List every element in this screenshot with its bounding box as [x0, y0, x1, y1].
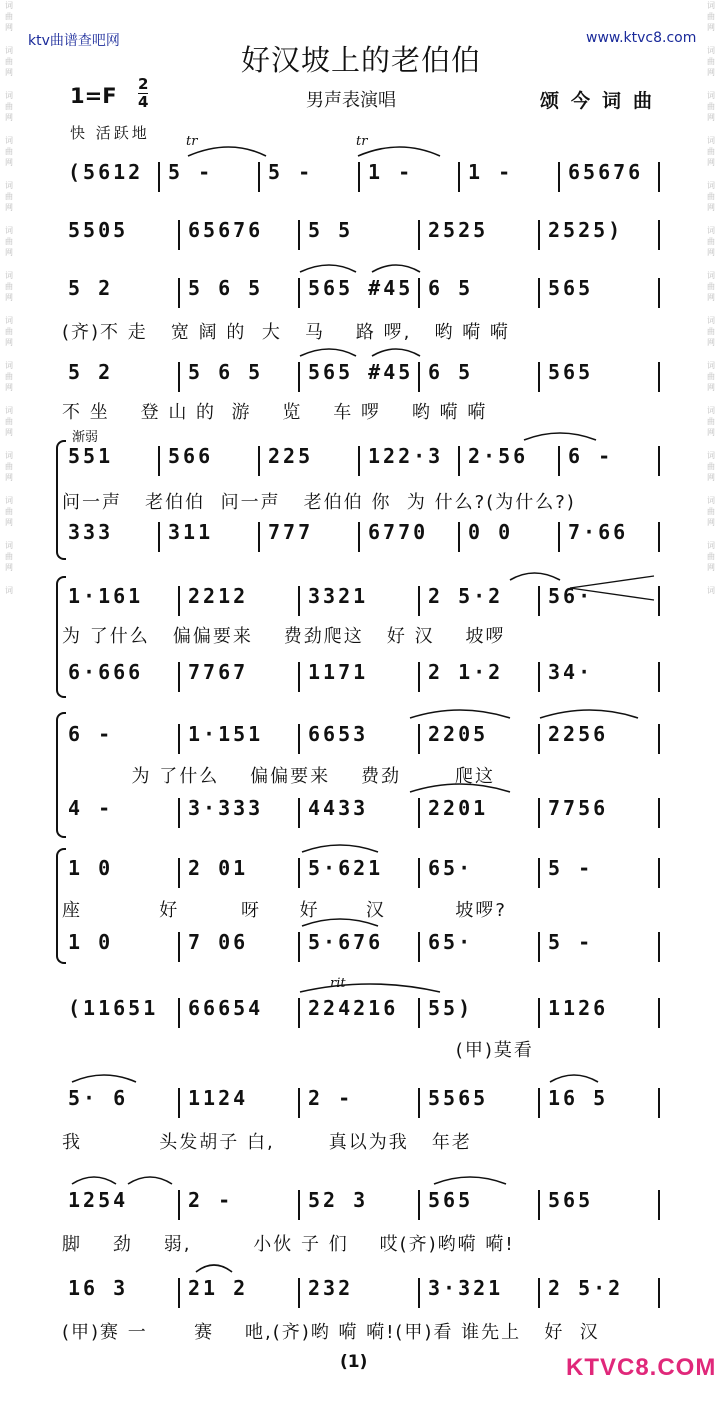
watermark-char: 词 — [5, 136, 13, 145]
measure: 6 5 — [428, 360, 474, 384]
bar-line — [658, 586, 660, 616]
bar-line — [258, 446, 260, 476]
watermark-char: 网 — [5, 293, 13, 302]
measure: 1 - — [368, 160, 414, 184]
measure: 55) — [428, 996, 474, 1020]
measure: 224216 — [308, 996, 399, 1020]
watermark-char: 词 — [707, 226, 715, 235]
bar-line — [418, 798, 420, 828]
measure: 65676 — [188, 218, 264, 242]
bar-line — [358, 446, 360, 476]
tempo-marking: 快 活跃地 — [70, 124, 150, 142]
measure: 1126 — [548, 996, 609, 1020]
bar-line — [658, 858, 660, 888]
measure: 1·151 — [188, 722, 264, 746]
bar-line — [538, 220, 540, 250]
measure: 3·321 — [428, 1276, 504, 1300]
measure: 565 — [548, 360, 594, 384]
notation-row — [62, 660, 672, 694]
time-signature — [138, 76, 148, 111]
bar-line — [538, 858, 540, 888]
bar-line — [538, 662, 540, 692]
measure: 4 - — [68, 796, 114, 820]
measure: 2201 — [428, 796, 489, 820]
measure: 2 1·2 — [428, 660, 504, 684]
watermark-char: 词 — [5, 271, 13, 280]
watermark-char: 网 — [5, 203, 13, 212]
measure: (5612 — [68, 160, 144, 184]
bar-line — [658, 278, 660, 308]
measure: 566 — [168, 444, 214, 468]
measure: 565 — [428, 1188, 474, 1212]
bar-line — [298, 858, 300, 888]
bar-line — [558, 522, 560, 552]
watermark-char: 词 — [707, 46, 715, 55]
watermark-char: 词 — [5, 586, 13, 595]
notation-row — [62, 444, 672, 478]
watermark-char: 词 — [5, 1, 13, 10]
watermark-char: 网 — [707, 518, 715, 527]
measure: 5· 6 — [68, 1086, 129, 1110]
measure: 2256 — [548, 722, 609, 746]
watermark-char: 网 — [707, 203, 715, 212]
watermark-char: 网 — [707, 68, 715, 77]
bar-line — [538, 586, 540, 616]
watermark-char: 网 — [5, 23, 13, 32]
bar-line — [658, 362, 660, 392]
bar-line — [178, 1278, 180, 1308]
bar-line — [558, 446, 560, 476]
measure: 551 — [68, 444, 114, 468]
measure: 6 - — [568, 444, 614, 468]
site-name-left: ktv曲谱查吧网 — [28, 33, 120, 49]
bar-line — [538, 932, 540, 962]
bar-line — [658, 998, 660, 1028]
bar-line — [458, 522, 460, 552]
lyric-line: 我 头发胡子 白, 真以为我 年老 — [62, 1132, 472, 1153]
watermark-char: 词 — [5, 361, 13, 370]
watermark-char: 网 — [5, 68, 13, 77]
measure: 5 2 — [68, 360, 114, 384]
bar-line — [418, 1190, 420, 1220]
measure: 1254 — [68, 1188, 129, 1212]
trill-mark-1: tr — [186, 134, 198, 149]
measure: 5 - — [268, 160, 314, 184]
bar-line — [538, 998, 540, 1028]
measure: 777 — [268, 520, 314, 544]
notation-row — [62, 722, 672, 756]
bar-line — [658, 446, 660, 476]
watermark-char: 曲 — [707, 417, 715, 426]
measure: 2205 — [428, 722, 489, 746]
measure: 65676 — [568, 160, 644, 184]
bar-line — [558, 162, 560, 192]
watermark-char: 网 — [5, 563, 13, 572]
bar-line — [298, 662, 300, 692]
measure: 6 5 — [428, 276, 474, 300]
watermark-char: 词 — [707, 496, 715, 505]
notation-row — [62, 218, 672, 252]
left-watermark-strip — [2, 0, 16, 1408]
measure: 3321 — [308, 584, 369, 608]
measure: 5 - — [548, 856, 594, 880]
right-watermark-strip — [704, 0, 718, 1408]
measure: 1·161 — [68, 584, 144, 608]
measure: 0 0 — [468, 520, 514, 544]
lyric-line: (甲)莫看 — [62, 1040, 534, 1061]
watermark-char: 曲 — [5, 57, 13, 66]
time-numerator: 2 — [138, 75, 149, 93]
bar-line — [178, 932, 180, 962]
bar-line — [658, 662, 660, 692]
watermark-char: 曲 — [5, 192, 13, 201]
watermark-char: 网 — [5, 158, 13, 167]
bar-line — [298, 362, 300, 392]
watermark-char: 词 — [707, 361, 715, 370]
watermark-char: 网 — [707, 383, 715, 392]
bar-line — [418, 724, 420, 754]
watermark-char: 网 — [707, 338, 715, 347]
bar-line — [538, 1278, 540, 1308]
bar-line — [418, 1088, 420, 1118]
bar-line — [658, 162, 660, 192]
bar-line — [658, 1190, 660, 1220]
measure: 2 - — [308, 1086, 354, 1110]
watermark-char: 网 — [707, 428, 715, 437]
watermark-char: 曲 — [707, 507, 715, 516]
measure: 565 — [548, 276, 594, 300]
bar-line — [658, 798, 660, 828]
watermark-char: 网 — [5, 428, 13, 437]
measure: 65· — [428, 930, 474, 954]
measure: 1171 — [308, 660, 369, 684]
measure: 565 — [548, 1188, 594, 1212]
bar-line — [358, 162, 360, 192]
bar-line — [298, 1278, 300, 1308]
measure: 1 - — [468, 160, 514, 184]
measure: 5 6 5 — [188, 276, 264, 300]
notation-row — [62, 796, 672, 830]
bar-line — [178, 1190, 180, 1220]
watermark-char: 词 — [5, 316, 13, 325]
notation-row — [62, 520, 672, 554]
bar-line — [298, 724, 300, 754]
watermark-char: 曲 — [707, 57, 715, 66]
bar-line — [178, 662, 180, 692]
measure: 16 5 — [548, 1086, 609, 1110]
measure: 52 3 — [308, 1188, 369, 1212]
watermark-char: 网 — [707, 113, 715, 122]
measure: (11651 — [68, 996, 159, 1020]
bar-line — [418, 278, 420, 308]
measure: 5 6 5 — [188, 360, 264, 384]
measure: 2525 — [428, 218, 489, 242]
measure: 5 - — [168, 160, 214, 184]
measure: 21 2 — [188, 1276, 249, 1300]
bar-line — [538, 278, 540, 308]
lyric-line: 不 坐 登 山 的 游 览 车 啰 哟 嗬 嗬 — [62, 402, 488, 423]
bar-line — [158, 522, 160, 552]
bar-line — [178, 998, 180, 1028]
watermark-char: 网 — [5, 518, 13, 527]
measure: 56· — [548, 584, 594, 608]
bar-line — [298, 278, 300, 308]
bar-line — [298, 586, 300, 616]
lyric-line: 为 了什么 偏偏要来 费劲爬这 好 汉 坡啰 — [62, 626, 506, 647]
watermark-char: 曲 — [707, 372, 715, 381]
watermark-char: 网 — [707, 23, 715, 32]
bar-line — [178, 220, 180, 250]
bar-line — [658, 1088, 660, 1118]
bar-line — [538, 798, 540, 828]
measure: 2525) — [548, 218, 624, 242]
watermark-char: 词 — [707, 271, 715, 280]
watermark-char: 曲 — [707, 102, 715, 111]
page-number: (1) — [340, 1352, 368, 1372]
watermark-char: 词 — [707, 451, 715, 460]
measure: 5565 — [428, 1086, 489, 1110]
lyric-line: 问一声 老伯伯 问一声 老伯伯 你 为 什么?(为什么?) — [62, 492, 576, 513]
bar-line — [658, 220, 660, 250]
measure: 16 3 — [68, 1276, 129, 1300]
measure: 2·56 — [468, 444, 529, 468]
bar-line — [658, 522, 660, 552]
watermark-char: 网 — [707, 248, 715, 257]
watermark-char: 词 — [5, 226, 13, 235]
watermark-char: 曲 — [707, 462, 715, 471]
measure: 2212 — [188, 584, 249, 608]
lyric-line: 为 了什么 偏偏要来 费劲 爬这 — [62, 766, 496, 787]
watermark-char: 词 — [5, 46, 13, 55]
ritardando-mark: rit — [330, 976, 346, 991]
notation-row — [62, 584, 672, 618]
bar-line — [418, 932, 420, 962]
watermark-char: 词 — [5, 541, 13, 550]
watermark-char: 词 — [707, 406, 715, 415]
measure: 2 5·2 — [548, 1276, 624, 1300]
watermark-char: 网 — [5, 248, 13, 257]
site-url-right: www.ktvc8.com — [586, 30, 697, 46]
measure: 6·666 — [68, 660, 144, 684]
bar-line — [418, 858, 420, 888]
measure: 5505 — [68, 218, 129, 242]
notation-row — [62, 276, 672, 310]
bar-line — [418, 998, 420, 1028]
bar-line — [298, 798, 300, 828]
watermark-char: 曲 — [5, 372, 13, 381]
measure: 5·621 — [308, 856, 384, 880]
bar-line — [358, 522, 360, 552]
notation-row — [62, 1276, 672, 1310]
lyric-line: 脚 劲 弱, 小伙 子 们 哎(齐)哟嗬 嗬! — [62, 1234, 515, 1255]
watermark-char: 词 — [707, 316, 715, 325]
bar-line — [178, 586, 180, 616]
bar-line — [538, 362, 540, 392]
measure: 6 - — [68, 722, 114, 746]
bar-line — [658, 1278, 660, 1308]
watermark-char: 词 — [707, 181, 715, 190]
watermark-char: 词 — [707, 136, 715, 145]
notation-row — [62, 1086, 672, 1120]
measure: 311 — [168, 520, 214, 544]
watermark-char: 网 — [707, 473, 715, 482]
bar-line — [298, 1088, 300, 1118]
watermark-char: 曲 — [707, 192, 715, 201]
bar-line — [458, 162, 460, 192]
bar-line — [418, 662, 420, 692]
watermark-char: 曲 — [707, 237, 715, 246]
measure: 66654 — [188, 996, 264, 1020]
bar-line — [158, 162, 160, 192]
watermark-char: 词 — [5, 451, 13, 460]
watermark-char: 曲 — [5, 102, 13, 111]
measure: 2 5·2 — [428, 584, 504, 608]
watermark-char: 网 — [5, 338, 13, 347]
measure: 2 01 — [188, 856, 249, 880]
bar-line — [178, 362, 180, 392]
measure: 1 0 — [68, 930, 114, 954]
watermark-char: 网 — [707, 293, 715, 302]
watermark-char: 词 — [707, 586, 715, 595]
lyric-line: 座 好 呀 好 汉 坡啰? — [62, 900, 507, 921]
trill-mark-2: tr — [356, 134, 368, 149]
watermark-char: 网 — [5, 113, 13, 122]
bar-line — [538, 724, 540, 754]
watermark-char: 网 — [707, 563, 715, 572]
watermark-char: 词 — [707, 541, 715, 550]
watermark-char: 曲 — [707, 147, 715, 156]
key-signature: 1=F — [70, 84, 117, 108]
bar-line — [458, 446, 460, 476]
measure: 225 — [268, 444, 314, 468]
watermark-char: 词 — [707, 91, 715, 100]
notation-row — [62, 930, 672, 964]
bar-line — [418, 220, 420, 250]
watermark-char: 曲 — [5, 237, 13, 246]
watermark-char: 曲 — [707, 12, 715, 21]
watermark-char: 曲 — [5, 147, 13, 156]
bar-line — [418, 1278, 420, 1308]
measure: 565 #45 — [308, 276, 414, 300]
watermark-char: 曲 — [5, 462, 13, 471]
notation-row — [62, 856, 672, 890]
measure: 5 5 — [308, 218, 354, 242]
lyric-line: (齐)不 走 宽 阔 的 大 马 路 啰, 哟 嗬 嗬 — [62, 322, 510, 343]
bar-line — [178, 798, 180, 828]
bar-line — [298, 932, 300, 962]
bar-line — [538, 1190, 540, 1220]
watermark-char: 网 — [5, 473, 13, 482]
bar-line — [178, 724, 180, 754]
watermark-char: 曲 — [707, 552, 715, 561]
measure: 232 — [308, 1276, 354, 1300]
watermark-char: 网 — [707, 158, 715, 167]
performer-label: 男声表演唱 — [306, 90, 396, 111]
measure: 7767 — [188, 660, 249, 684]
watermark-char: 词 — [5, 496, 13, 505]
measure: 5 - — [548, 930, 594, 954]
bar-line — [258, 162, 260, 192]
watermark-char: 曲 — [5, 282, 13, 291]
notation-row — [62, 996, 672, 1030]
measure: 65· — [428, 856, 474, 880]
watermark-char: 曲 — [5, 507, 13, 516]
measure: 4433 — [308, 796, 369, 820]
watermark-char: 曲 — [5, 12, 13, 21]
bar-line — [178, 1088, 180, 1118]
watermark-char: 曲 — [5, 327, 13, 336]
bar-line — [538, 1088, 540, 1118]
bar-line — [258, 522, 260, 552]
credits-label: 颂今词曲 — [540, 90, 665, 112]
measure: 6653 — [308, 722, 369, 746]
measure: 7756 — [548, 796, 609, 820]
bar-line — [658, 724, 660, 754]
bar-line — [418, 362, 420, 392]
measure: 333 — [68, 520, 114, 544]
bar-line — [158, 446, 160, 476]
measure: 5 2 — [68, 276, 114, 300]
watermark-char: 网 — [5, 383, 13, 392]
watermark-char: 词 — [707, 1, 715, 10]
bar-line — [298, 1190, 300, 1220]
bar-line — [298, 998, 300, 1028]
notation-row — [62, 1188, 672, 1222]
bar-line — [418, 586, 420, 616]
measure: 34· — [548, 660, 594, 684]
watermark-char: 曲 — [5, 417, 13, 426]
measure: 5·676 — [308, 930, 384, 954]
measure: 2 - — [188, 1188, 234, 1212]
measure: 6770 — [368, 520, 429, 544]
time-denominator: 4 — [138, 93, 149, 111]
lyric-line: (甲)赛 一 赛 吔,(齐)哟 嗬 嗬!(甲)看 谁先上 好 汉 — [62, 1322, 600, 1343]
song-title: 好汉坡上的老伯伯 — [240, 43, 481, 77]
watermark-char: 词 — [5, 91, 13, 100]
notation-row — [62, 160, 672, 194]
diminuendo-mark: 渐弱 — [72, 430, 99, 445]
watermark-char: 词 — [5, 406, 13, 415]
bar-line — [658, 932, 660, 962]
watermark-char: 曲 — [707, 327, 715, 336]
bar-line — [178, 858, 180, 888]
watermark-char: 曲 — [5, 552, 13, 561]
measure: 7 06 — [188, 930, 249, 954]
watermark-char: 曲 — [707, 282, 715, 291]
watermark-char: 词 — [5, 181, 13, 190]
measure: 1 0 — [68, 856, 114, 880]
bar-line — [298, 220, 300, 250]
measure: 1124 — [188, 1086, 249, 1110]
measure: 565 #45 — [308, 360, 414, 384]
bar-line — [178, 278, 180, 308]
measure: 122·3 — [368, 444, 444, 468]
measure: 7·66 — [568, 520, 629, 544]
measure: 3·333 — [188, 796, 264, 820]
ktvc8-logo: KTVC8.COM — [566, 1354, 717, 1381]
notation-row — [62, 360, 672, 394]
